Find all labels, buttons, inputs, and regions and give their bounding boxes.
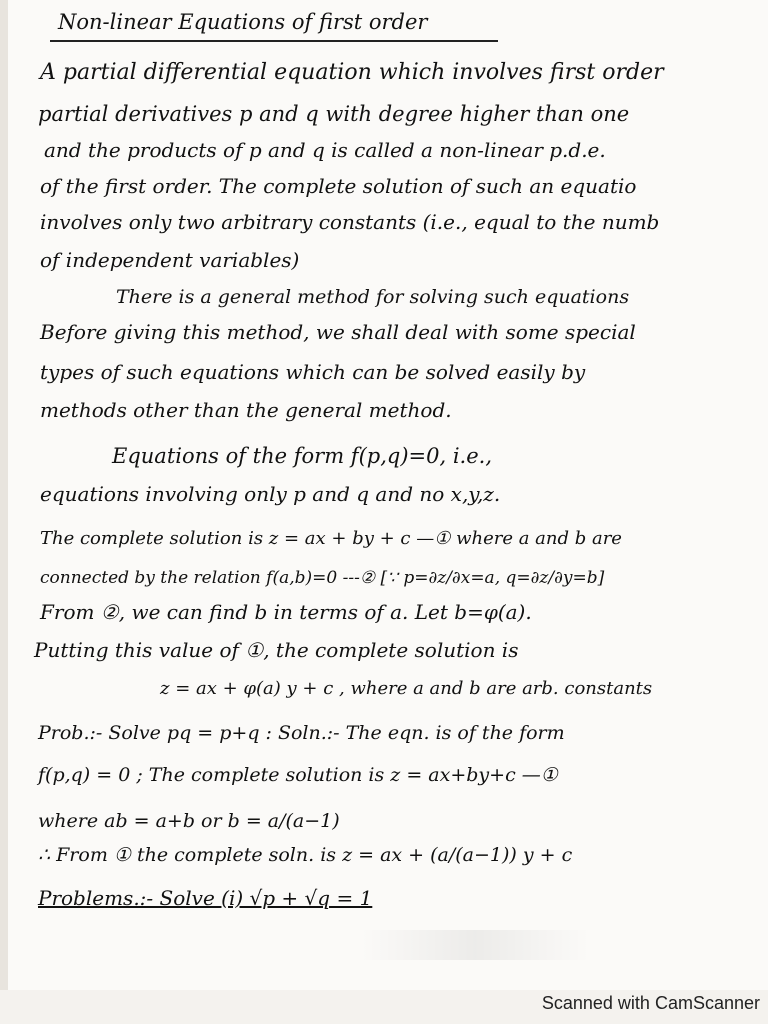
text-line-13: The complete solution is z = ax + by + c —① where a and b are — [40, 528, 622, 549]
text-line-9: types of such equations which can be solved easily by — [40, 360, 586, 384]
text-line-19: f(p,q) = 0 ; The complete solution is z = ax+by+c —① — [38, 764, 558, 786]
text-line-3: and the products of p and q is called a non-linear p.d.e. — [44, 138, 606, 162]
text-line-16: Putting this value of ①, the complete solution is — [34, 638, 519, 662]
text-line-4: of the first order. The complete solution of such an equatio — [40, 174, 637, 198]
title-underline — [50, 40, 498, 42]
text-line-6: of independent variables) — [40, 248, 300, 272]
text-line-1: A partial differential equation which involves first order — [40, 60, 664, 85]
bleed-through-shadow — [360, 930, 590, 960]
text-line-22: Problems.:- Solve (i) √p + √q = 1 — [38, 886, 373, 910]
page-edge — [0, 0, 8, 990]
text-line-14: connected by the relation f(a,b)=0 ---② [∵ p=∂z/∂x=a, q=∂z/∂y=b] — [40, 568, 605, 588]
text-line-20: where ab = a+b or b = a/(a−1) — [38, 810, 340, 832]
text-line-11: Equations of the form f(p,q)=0, i.e., — [112, 444, 492, 468]
text-line-8: Before giving this method, we shall deal with some special — [40, 320, 636, 344]
text-line-17: z = ax + φ(a) y + c , where a and b are arb. constants — [160, 678, 653, 699]
text-line-15: From ②, we can find b in terms of a. Let b=φ(a). — [40, 600, 532, 624]
text-line-18: Prob.:- Solve pq = p+q : Soln.:- The eqn. is of the form — [38, 722, 565, 744]
text-line-21: ∴ From ① the complete soln. is z = ax + (a/(a−1)) y + c — [38, 844, 573, 866]
text-line-2: partial derivatives p and q with degree higher than one — [38, 102, 630, 126]
scanner-watermark: Scanned with CamScanner — [541, 993, 760, 1013]
text-line-5: involves only two arbitrary constants (i.e., equal to the numb — [40, 210, 660, 234]
text-line-10: methods other than the general method. — [40, 398, 452, 422]
text-line-7: There is a general method for solving such equations — [116, 286, 630, 308]
text-line-12: equations involving only p and q and no x,y,z. — [40, 482, 501, 506]
page-title: Non-linear Equations of first order — [58, 10, 428, 34]
